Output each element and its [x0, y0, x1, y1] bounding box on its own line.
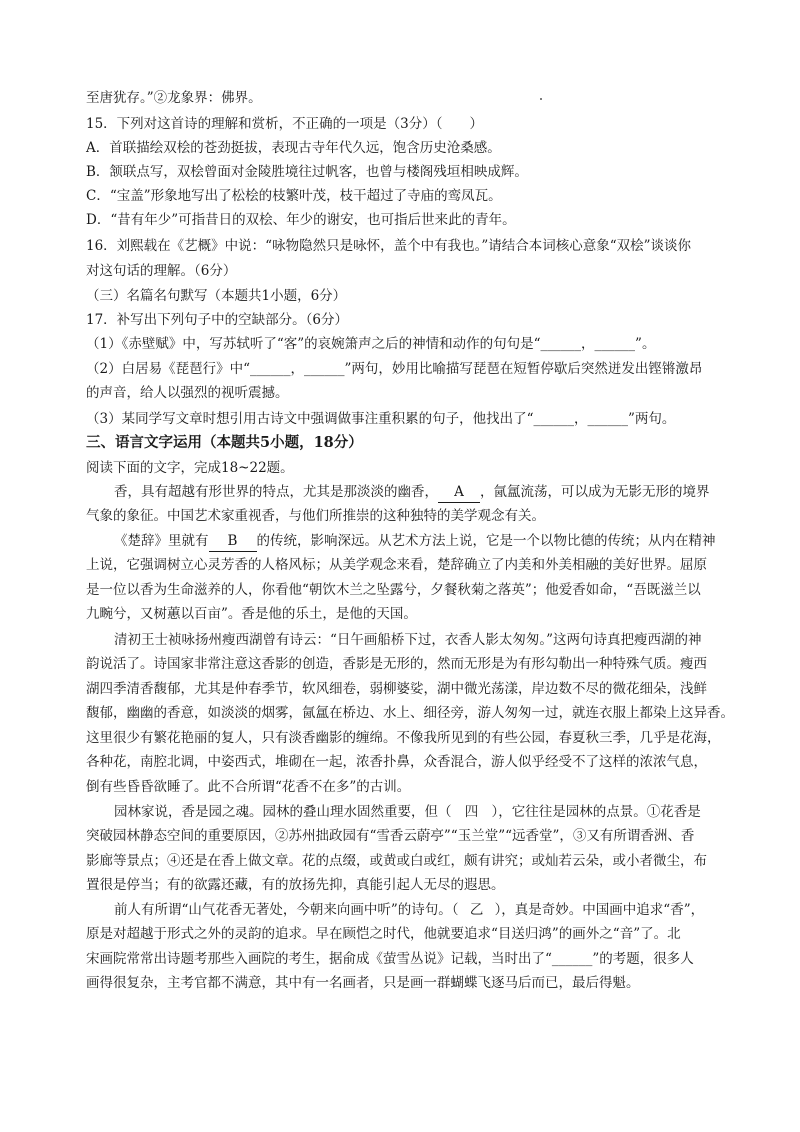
para-4-line-3: 影廊等景点；④还是在香上做文章。花的点缀，或黄或白或红，颇有讲究；或灿若云朵，或小者微尘，布 — [86, 853, 707, 869]
question-16: 16．刘熙载在《艺概》中说：“咏物隐然只是咏怀，盖个中有我也。”请结合本词核心意象“双桧”谈谈你 — [86, 238, 692, 254]
option-a: A．首联描绘双桧的苍劲挺拔，表现古寺年代久远，饱含历史沧桑感。 — [86, 140, 501, 156]
q17-item-3: （3）某同学写文章时想引用古诗文中强调做事注重积累的句子，他找出了“______，______”两句。 — [86, 411, 676, 427]
para-3-line-6: 各种花，南腔北调，中姿西式，堆砌在一起，浓香扑鼻，众香混合，游人似乎经受不了这样的浓浓气息， — [86, 754, 707, 770]
option-c: C．“宝盖”形象地写出了松桧的枝繁叶茂，枝干超过了寺庙的鸾凤瓦。 — [86, 188, 502, 204]
para-3-line-2: 韵说活了。诗国家非常注意这香影的创造，香影是无形的，然而无形是为有形勾勒出一种特殊气质。瘦西 — [86, 656, 707, 672]
para-4-line-1 — [114, 802, 701, 822]
section-heading-language: 三、语言文字运用（本题共5小题，18分） — [86, 434, 363, 451]
para-5-line-2: 原是对超越于形式之外的灵韵的追求。早在顾恺之时代，他就要追求“目送归鸿”的画外之“音”了。北 — [86, 926, 681, 942]
q17-item-2-cont: 的声音，给人以强烈的视听震撼。 — [86, 385, 289, 401]
q17-item-2: （2）白居易《琵琶行》中“______，______”两句，妙用比喻描写琵琶在短暂停歇后突然迸发出铿锵激昂 — [86, 361, 703, 377]
para-5-line-3: 宋画院常常出诗题考那些入画院的考生，据俞成《萤雪丛说》记载，当时出了“______”的考题，很多人 — [86, 951, 694, 967]
para-4-line-4: 置很是停当；有的欲露还藏，有的放扬先抑，真能引起人无尽的遐思。 — [86, 877, 505, 893]
q17-item-1: （1）《赤壁赋》中，写苏轼听了“客”的哀婉箫声之后的神情和动作的句句是“______，______”。 — [86, 336, 656, 352]
para-5-line-4: 画得很复杂，主考官都不满意，其中有一名画者，只是画一群蝴蝶飞逐马后而已，最后得魁。 — [86, 975, 640, 991]
option-d: D．“昔有年少”可指昔日的双桧、年少的谢安，也可指后世来此的青年。 — [86, 212, 516, 228]
para-2-line-1 — [114, 531, 716, 552]
para-2-text-a: 《楚辞》里就有 — [114, 533, 209, 549]
blank-four: 四 — [464, 804, 479, 820]
scan-speck — [540, 98, 542, 100]
para-1-line-1 — [114, 482, 710, 503]
para-3-line-5: 这里很少有繁花艳丽的复人，只有淡香幽影的缠绵。不像我所见到的有些公园，春夏秋三季，几乎是花海， — [86, 730, 721, 746]
option-b: B．颔联点写，双桧曾面对金陵胜境往过帆客，也曾与楼阁残垣相映成辉。 — [86, 164, 528, 180]
para-1-line-2: 气象的象征。中国艺术家重视香，与他们所推崇的这种独特的美学观念有关。 — [86, 508, 545, 524]
question-17: 17．补写出下列句子中的空缺部分。（6分） — [86, 312, 349, 328]
para-3-line-4: 馥郁，幽幽的香意，如淡淡的烟雾，氤氲在桥边、水上、细径旁，游人匆匆一过，就连衣服上都染上这异香。 — [86, 705, 734, 721]
para-3-line-1: 清初王士祯咏扬州瘦西湖曾有诗云：“日午画船桥下过，衣香人影太匆匆。”这两句诗真把瘦西湖的神 — [114, 632, 702, 648]
footnote-line: 至唐犹存。”②龙象界：佛界。 — [86, 90, 262, 106]
question-15: 15．下列对这首诗的理解和赏析，不正确的一项是（3分）（ ） — [86, 116, 484, 132]
blank-a: A — [438, 482, 480, 503]
para-3-line-7: 倒有些昏昏欲睡了。此不合所谓“花香不在多”的古训。 — [86, 779, 411, 795]
para-1-text-a: 香，具有超越有形世界的特点，尤其是那淡淡的幽香， — [114, 484, 438, 500]
section-recitation: （三）名篇名句默写（本题共1小题，6分） — [86, 288, 347, 304]
reading-instruction: 阅读下面的文字，完成18~22题。 — [86, 460, 294, 476]
blank-yi: 乙 — [469, 902, 484, 918]
para-2-line-3: 是一位以香为生命滋养的人，你看他“朝饮木兰之坠露兮，夕餐秋菊之落英”；他爱香如命，“吾既滋兰以 — [86, 582, 701, 598]
para-3-line-3: 湖四季清香馥郁，尤其是仲春季节，软风细卷，弱柳婆娑，湖中微光荡漾，岸边数不尽的微花细朵，浅鲜 — [86, 681, 707, 697]
para-4-line-2: 突破园林静态空间的重要原因，②苏州拙政园有“雪香云蔚亭”“玉兰堂”“远香堂”，③又有所谓香洲、香 — [86, 828, 695, 844]
para-2-line-2: 上说，它强调树立心灵芳香的人格风标；从美学观念来看，楚辞确立了内美和外美相融的美好世界。屈原 — [86, 557, 707, 573]
question-16-cont: 对这句话的理解。（6分） — [86, 263, 237, 279]
para-2-text-b: 的传统，影响深远。从艺术方法上说，它是一个以物比德的传统；从内在精神 — [256, 533, 716, 549]
para-5-line-1 — [114, 900, 704, 920]
para-2-line-4: 九畹兮，又树蕙以百亩”。香是他的乐土，是他的天国。 — [86, 606, 417, 622]
para-4-text-a: 园林家说，香是园之魂。园林的叠山理水固然重要，但（ — [114, 804, 452, 820]
para-5-text-a: 前人有所谓“山气花香无著处，今朝来向画中听”的诗句。（ — [114, 902, 459, 918]
para-4-text-b: ），它往往是园林的点景。①花香是 — [491, 804, 701, 820]
blank-b: B — [209, 531, 257, 552]
para-1-text-b: ，氤氲流荡，可以成为无影无形的境界 — [480, 484, 710, 500]
para-5-text-b: ），真是奇妙。中国画中追求“香”， — [494, 902, 705, 918]
